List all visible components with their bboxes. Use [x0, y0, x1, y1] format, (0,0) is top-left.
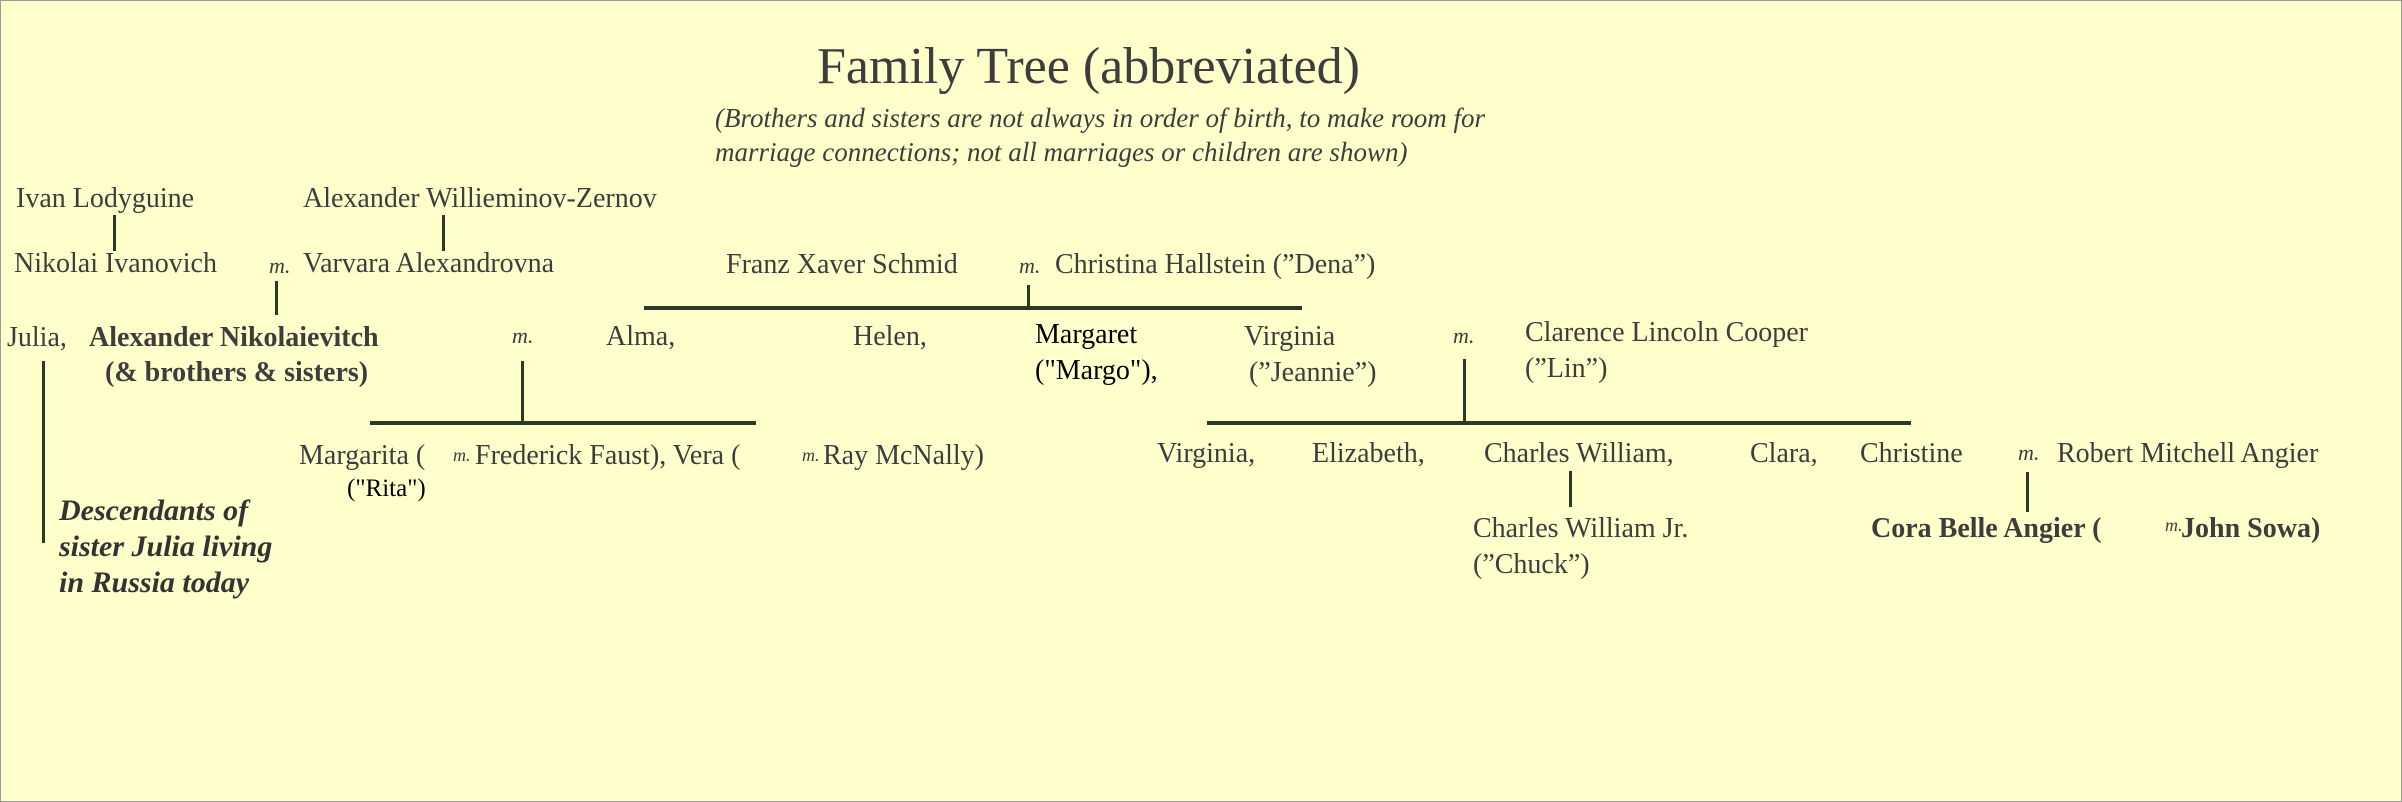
person-virginia: Virginia,	[1157, 438, 1256, 469]
child-link-alexander-alma	[521, 361, 524, 421]
sibling-bar-cooper-children	[1207, 421, 1911, 425]
sibling-bar-schmid-children	[644, 306, 1302, 310]
subtitle-line-1: (Brothers and sisters are not always in order of birth, to make room for	[715, 103, 1485, 133]
person-julia: Julia,	[7, 322, 67, 353]
marriage-marker-franz-christina: m.	[1019, 253, 1041, 278]
person-elizabeth: Elizabeth,	[1312, 438, 1425, 469]
person-alexander-nikolaievitch: Alexander Nikolaievitch	[89, 322, 379, 353]
person-john-sowa: John Sowa)	[2181, 513, 2321, 544]
person-ivan-lodyguine: Ivan Lodyguine	[16, 183, 195, 214]
person-christina-hallstein: Christina Hallstein (”Dena”)	[1055, 249, 1376, 280]
marriage-marker-nikolai-varvara: m.	[269, 253, 291, 278]
child-link-christine-robert	[2026, 472, 2029, 512]
person-robert-mitchell-angier: Robert Mitchell Angier	[2057, 438, 2319, 469]
person-margarita: Margarita (	[299, 440, 426, 471]
person-clarence-lincoln-cooper: Clarence Lincoln Cooper	[1525, 317, 1809, 348]
clarence-nickname: (”Lin”)	[1525, 353, 1608, 384]
page-title: Family Tree (abbreviated)	[817, 38, 1360, 95]
person-frederick-faust-and-vera: Frederick Faust), Vera (	[475, 440, 741, 471]
person-clara: Clara,	[1750, 438, 1818, 469]
subtitle-line-2: marriage connections; not all marriages or children are shown)	[715, 137, 1408, 167]
person-cora-belle-angier: Cora Belle Angier (	[1871, 513, 2102, 544]
marriage-marker-margarita-faust: m.	[453, 445, 471, 465]
parent-link-alexander-varvara	[442, 215, 445, 251]
person-christine: Christine	[1860, 438, 1963, 469]
marriage-marker-cora-sowa: m.	[2165, 515, 2183, 535]
person-nikolai-ivanovich: Nikolai Ivanovich	[14, 248, 217, 279]
person-ray-mcnally: Ray McNally)	[823, 440, 984, 471]
child-link-charles-william	[1569, 471, 1572, 507]
descendant-link-julia	[42, 361, 45, 543]
person-charles-william: Charles William,	[1484, 438, 1674, 469]
marriage-marker-christine-robert: m.	[2018, 440, 2040, 465]
parent-link-ivan-nikolai	[113, 215, 116, 251]
alexander-siblings-note: (& brothers & sisters)	[105, 357, 369, 388]
sibling-bar-margarita-vera	[370, 421, 756, 425]
person-helen: Helen,	[853, 321, 927, 352]
margarita-nickname: ("Rita")	[347, 475, 426, 502]
person-virginia-jeannie: Virginia	[1244, 321, 1336, 352]
descendants-note-line-3: in Russia today	[59, 566, 250, 599]
person-margaret: Margaret	[1035, 319, 1138, 350]
person-charles-william-jr: Charles William Jr.	[1473, 513, 1689, 544]
child-link-virginia-clarence	[1463, 359, 1466, 421]
descendants-note-line-1: Descendants of	[59, 494, 249, 527]
marriage-marker-vera-mcnally: m.	[802, 445, 820, 465]
virginia-nickname: (”Jeannie”)	[1249, 357, 1377, 388]
child-link-nikolai-alexander	[275, 281, 278, 315]
marriage-marker-alexander-alma: m.	[512, 323, 534, 348]
person-alma: Alma,	[606, 321, 676, 352]
person-varvara-alexandrovna: Varvara Alexandrovna	[303, 248, 555, 279]
descendants-note-line-2: sister Julia living	[59, 530, 273, 563]
marriage-marker-virginia-clarence: m.	[1453, 323, 1475, 348]
person-franz-xaver-schmid: Franz Xaver Schmid	[726, 249, 958, 280]
charles-jr-nickname: (”Chuck”)	[1473, 549, 1590, 580]
margaret-nickname: ("Margo"),	[1035, 355, 1158, 386]
person-alexander-willieminov-zernov: Alexander Willieminov-Zernov	[303, 183, 657, 214]
